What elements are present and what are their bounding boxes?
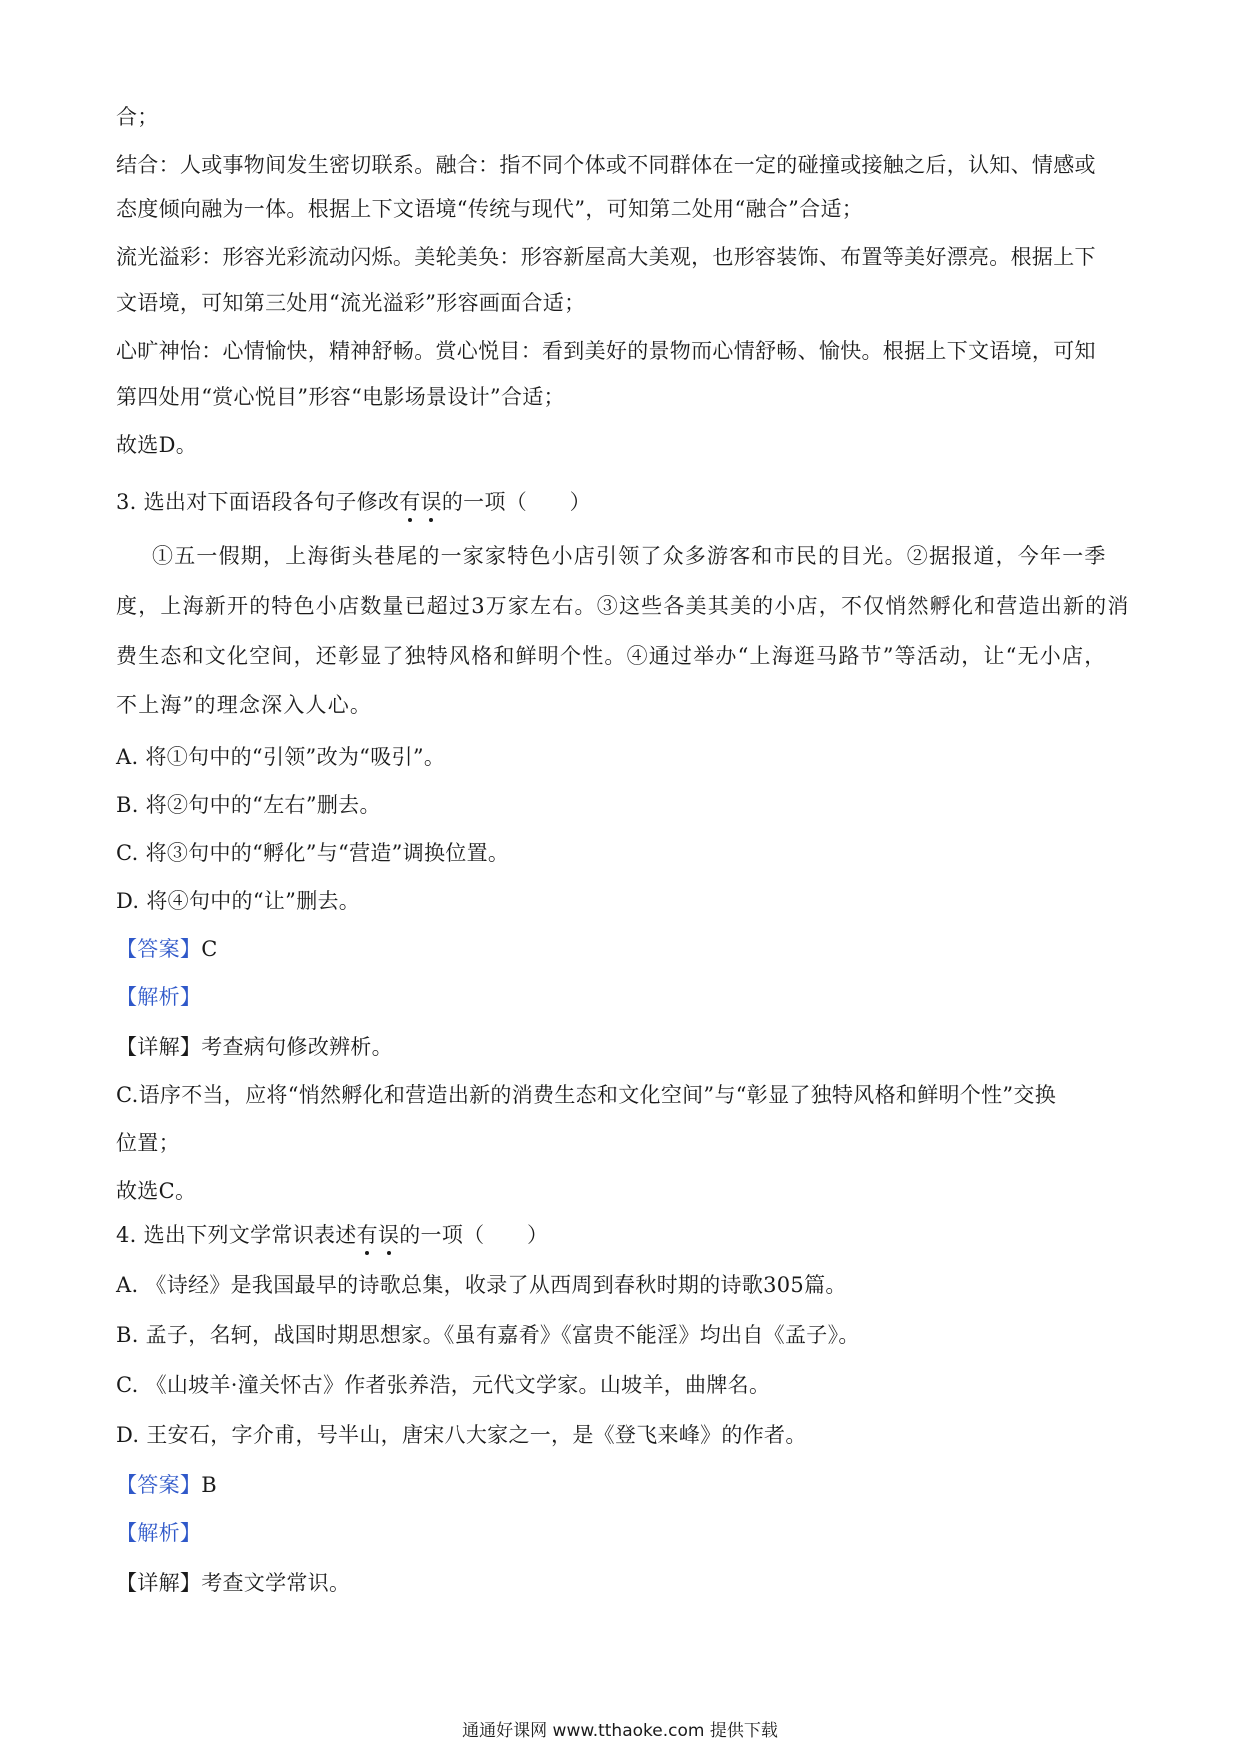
conclusion-line: 故选C。 (116, 1179, 197, 1203)
question-4-stem (116, 1220, 1128, 1250)
answer-tag: 【答案】 (116, 1473, 202, 1497)
passage-line: 度，上海新开的特色小店数量已超过3万家左右。③这些各美其美的小店，不仅悄然孵化和营造出新的消 (116, 594, 1130, 618)
analysis-line (116, 1518, 1128, 1548)
detail-line (116, 1568, 1128, 1598)
option-b: B. 孟子，名轲，战国时期思想家。《虽有嘉肴》《富贵不能淫》均出自《孟子》。 (116, 1323, 860, 1347)
emphasis-char: 误 (421, 487, 442, 517)
analysis-line (116, 982, 1128, 1012)
explanation-line: 态度倾向融为一体。根据上下文语境“传统与现代”，可知第二处用“融合”合适； (116, 197, 864, 221)
detail-text: 考查文学常识。 (201, 1571, 351, 1595)
explanation-line: C.语序不当，应将“悄然孵化和营造出新的消费生态和文化空间”与“彰显了独特风格和鲜明个性”交换 (116, 1083, 1057, 1107)
answer-line (116, 934, 1128, 964)
analysis-tag: 【解析】 (116, 1521, 202, 1545)
emphasis-char: 有 (357, 1220, 378, 1250)
option-a: A. 《诗经》是我国最早的诗歌总集，收录了从西周到春秋时期的诗歌305篇。 (116, 1273, 847, 1297)
explanation-line: 位置； (116, 1131, 180, 1155)
stem-text: 3. 选出对下面语段各句子修改 (116, 490, 400, 514)
stem-text: 的一项（ ） (441, 490, 591, 514)
explanation-line: 文语境，可知第三处用“流光溢彩”形容画面合适； (116, 291, 586, 315)
option-d: D. 将④句中的“让”删去。 (116, 889, 361, 913)
option-c: C. 《山坡羊·潼关怀古》作者张养浩，元代文学家。山坡羊，曲牌名。 (116, 1373, 771, 1397)
passage-line: ①五一假期，上海街头巷尾的一家家特色小店引领了众多游客和市民的目光。②据报道，今年一季 (152, 544, 1107, 568)
answer-value: B (201, 1473, 217, 1497)
passage-line: 不上海”的理念深入人心。 (116, 693, 373, 717)
option-c: C. 将③句中的“孵化”与“营造”调换位置。 (116, 841, 510, 865)
detail-tag: 【详解】 (116, 1571, 202, 1595)
passage-line: 费生态和文化空间，还彰显了独特风格和鲜明个性。④通过举办“上海逛马路节”等活动，让“无小店， (116, 644, 1107, 668)
explanation-line: 心旷神怡：心情愉快，精神舒畅。赏心悦目：看到美好的景物而心情舒畅、愉快。根据上下文语境，可知 (116, 339, 1096, 363)
detail-tag: 【详解】 (116, 1035, 202, 1059)
explanation-line: 第四处用“赏心悦目”形容“电影场景设计”合适； (116, 385, 565, 409)
option-d: D. 王安石，字介甫，号半山，唐宋八大家之一，是《登飞来峰》的作者。 (116, 1423, 807, 1447)
answer-line (116, 1470, 1128, 1500)
stem-text: 的一项（ ） (399, 1223, 549, 1247)
explanation-line: 合； (116, 105, 159, 129)
explanation-line: 结合：人或事物间发生密切联系。融合：指不同个体或不同群体在一定的碰撞或接触之后，认知、情感或 (116, 153, 1096, 177)
option-b: B. 将②句中的“左右”删去。 (116, 793, 381, 817)
stem-text: 4. 选出下列文学常识表述 (116, 1223, 357, 1247)
emphasis-char: 有 (399, 487, 420, 517)
page-footer: 通通好课网 www.tthaoke.com 提供下载 (462, 1721, 778, 1741)
answer-value: C (201, 937, 218, 961)
question-3-stem (116, 487, 1128, 517)
answer-tag: 【答案】 (116, 937, 202, 961)
option-a: A. 将①句中的“引领”改为“吸引”。 (116, 745, 446, 769)
conclusion-line: 故选D。 (116, 433, 198, 457)
explanation-line: 流光溢彩：形容光彩流动闪烁。美轮美奂：形容新屋高大美观，也形容装饰、布置等美好漂亮。根据上下 (116, 245, 1096, 269)
analysis-tag: 【解析】 (116, 985, 202, 1009)
emphasis-char: 误 (378, 1220, 399, 1250)
detail-text: 考查病句修改辨析。 (201, 1035, 393, 1059)
detail-line (116, 1032, 1128, 1062)
